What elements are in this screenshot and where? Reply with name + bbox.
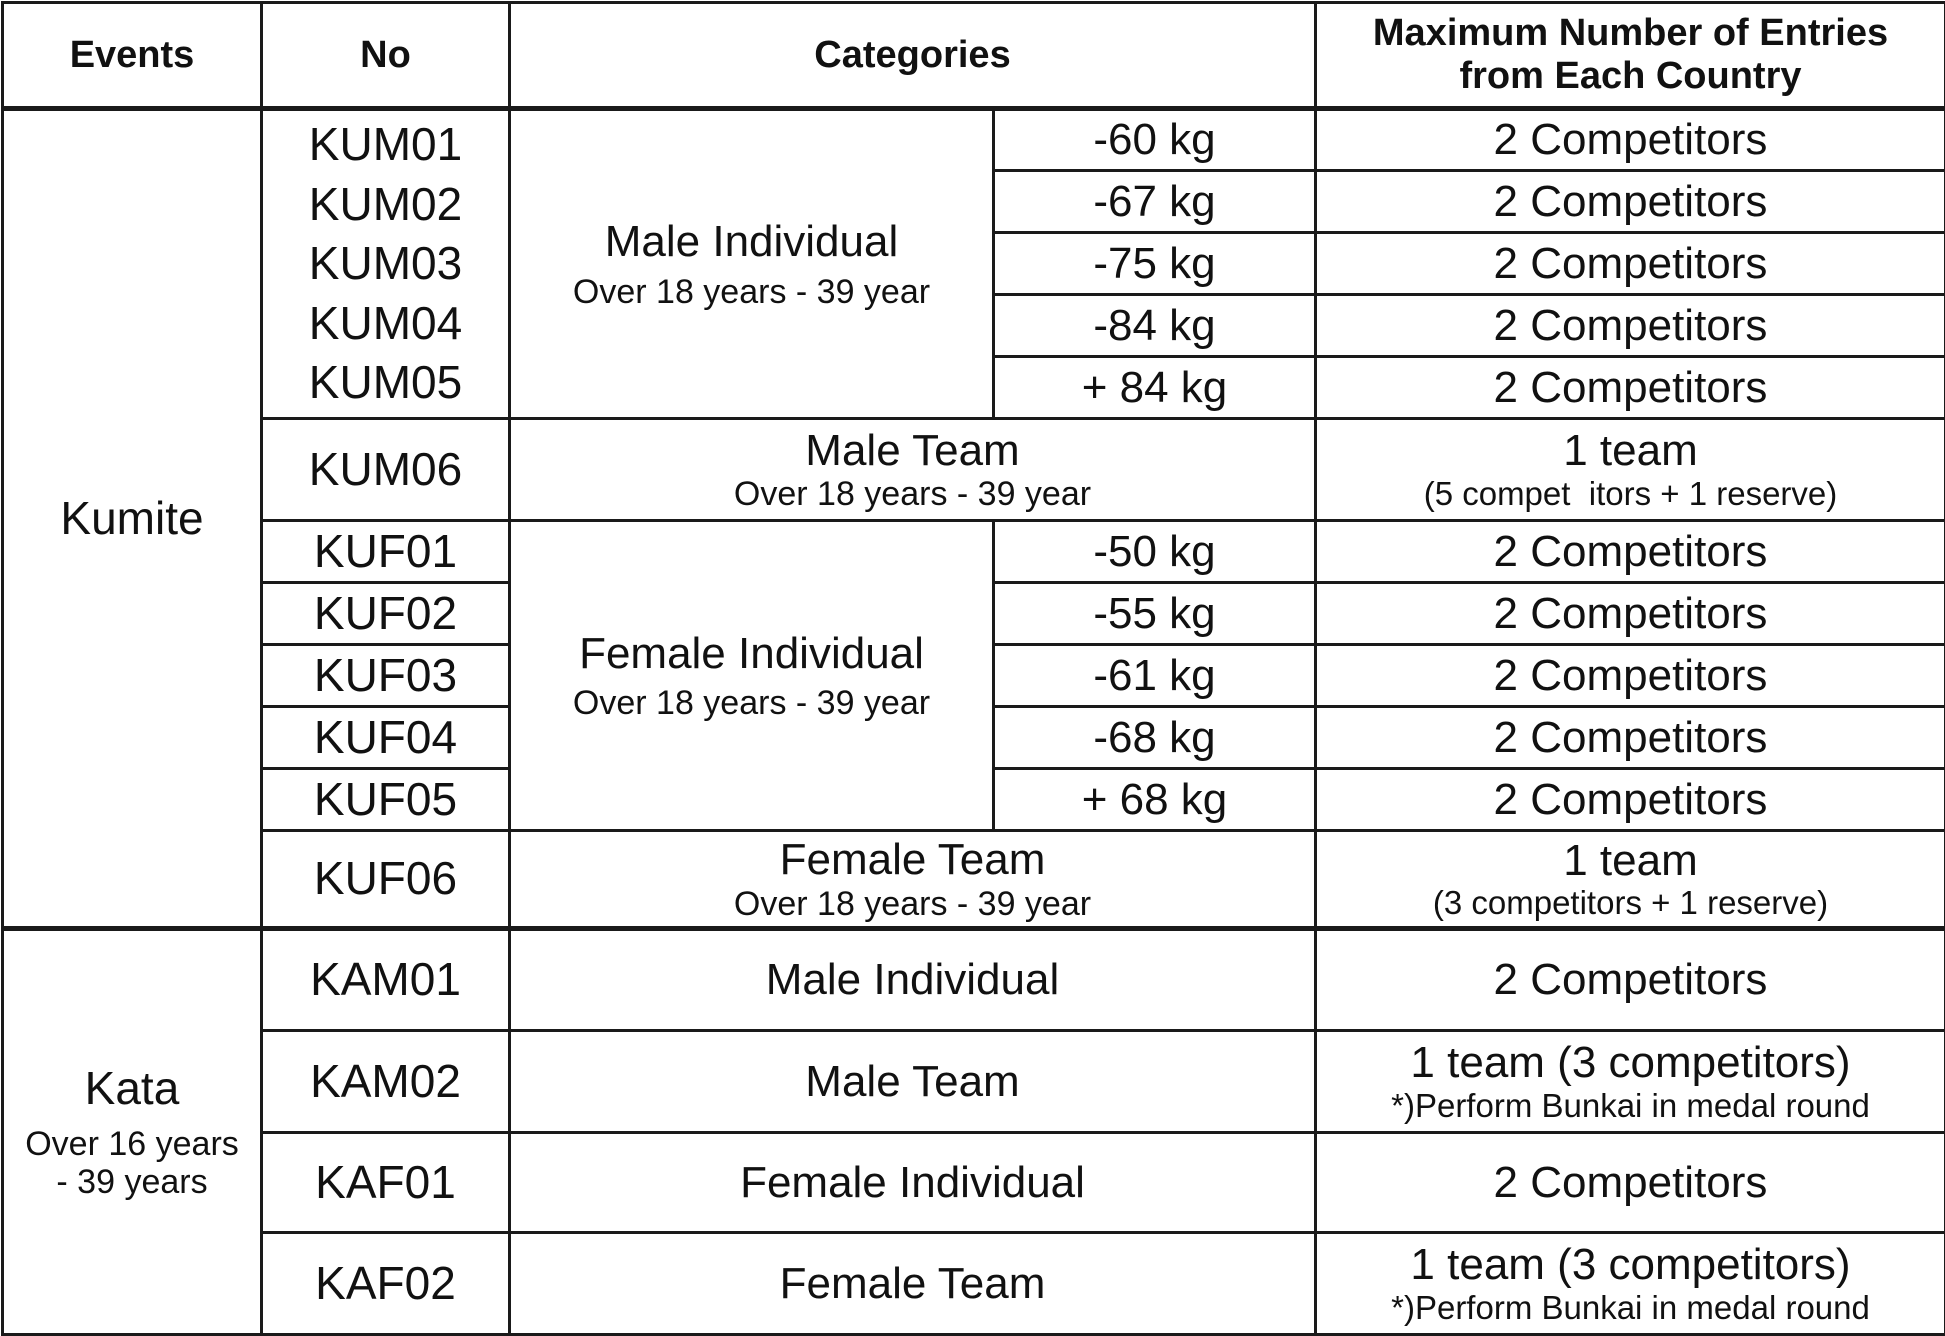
header-max-line2: from Each Country: [1323, 55, 1938, 98]
event-kata-age: [10, 1125, 254, 1201]
entries-cell: 2 Competitors: [1316, 769, 1945, 831]
category-title: Female Individual: [517, 629, 986, 678]
category-male-individual: [510, 109, 994, 419]
header-no: No: [262, 3, 510, 109]
entries-cell: 2 Competitors: [1316, 583, 1945, 645]
entries-cell: [1316, 419, 1945, 521]
code-kam01: KAM01: [262, 929, 510, 1031]
code-kuf06: KUF06: [262, 831, 510, 929]
category-cell: Female Individual: [510, 1133, 1316, 1233]
code-kam02: KAM02: [262, 1031, 510, 1133]
header-row: [3, 3, 1945, 109]
table-row: [3, 109, 1945, 171]
category-female-individual: [510, 521, 994, 831]
code-kaf01: KAF01: [262, 1133, 510, 1233]
category-cell: Male Individual: [510, 929, 1316, 1031]
weight-cell: + 68 kg: [994, 769, 1316, 831]
event-kata-title: Kata: [10, 1063, 254, 1115]
entries-cell: 2 Competitors: [1316, 171, 1945, 233]
entries-cell: 2 Competitors: [1316, 357, 1945, 419]
code-kum05: KUM05: [269, 357, 502, 409]
code-kaf02: KAF02: [262, 1233, 510, 1335]
entries-cell: 2 Competitors: [1316, 1133, 1945, 1233]
table-row: [3, 929, 1945, 1031]
weight-cell: -84 kg: [994, 295, 1316, 357]
category-age: Over 18 years - 39 year: [517, 684, 986, 722]
code-kum06: KUM06: [262, 419, 510, 521]
entries-value: 1 team: [1323, 426, 1938, 475]
entries-value: 1 team: [1323, 836, 1938, 885]
table-row: [3, 1133, 1945, 1233]
entries-cell: 2 Competitors: [1316, 521, 1945, 583]
category-age: Over 18 years - 39 year: [517, 273, 986, 311]
weight-cell: -55 kg: [994, 583, 1316, 645]
category-title: Male Team: [517, 426, 1308, 475]
event-kata: [3, 929, 262, 1335]
category-cell: Male Team: [510, 1031, 1316, 1133]
code-kum03: KUM03: [269, 238, 502, 290]
entries-cell: 2 Competitors: [1316, 109, 1945, 171]
header-categories: Categories: [510, 3, 1316, 109]
weight-cell: -50 kg: [994, 521, 1316, 583]
table-row: [3, 1031, 1945, 1133]
code-kuf02: KUF02: [262, 583, 510, 645]
weight-cell: -67 kg: [994, 171, 1316, 233]
category-age: Over 18 years - 39 year: [517, 885, 1308, 923]
code-kum04: KUM04: [269, 298, 502, 350]
code-kuf05: KUF05: [262, 769, 510, 831]
entries-cell: 2 Competitors: [1316, 645, 1945, 707]
category-title: Female Team: [517, 835, 1308, 884]
table-row: [3, 831, 1945, 929]
table-row: [3, 419, 1945, 521]
header-max-line1: Maximum Number of Entries: [1323, 12, 1938, 55]
table-row: [3, 1233, 1945, 1335]
category-female-team: [510, 831, 1316, 929]
entries-cell: [1316, 831, 1945, 929]
code-kuf04: KUF04: [262, 707, 510, 769]
code-kum01: KUM01: [269, 119, 502, 171]
entries-note: *)Perform Bunkai in medal round: [1323, 1290, 1938, 1327]
entries-cell: 2 Competitors: [1316, 929, 1945, 1031]
header-max-entries: [1316, 3, 1945, 109]
weight-cell: + 84 kg: [994, 357, 1316, 419]
entries-table: [1, 1, 1945, 1336]
entries-cell: 2 Competitors: [1316, 233, 1945, 295]
male-individual-codes: [262, 109, 510, 419]
entries-value: 1 team (3 competitors): [1323, 1240, 1938, 1289]
weight-cell: -61 kg: [994, 645, 1316, 707]
category-age: Over 18 years - 39 year: [517, 475, 1308, 513]
code-kuf03: KUF03: [262, 645, 510, 707]
event-kata-age-line1: Over 16 years: [10, 1125, 254, 1163]
code-kum02: KUM02: [269, 179, 502, 231]
table-row: [3, 521, 1945, 583]
weight-cell: -68 kg: [994, 707, 1316, 769]
entries-value: 1 team (3 competitors): [1323, 1038, 1938, 1087]
code-kuf01: KUF01: [262, 521, 510, 583]
category-male-team: [510, 419, 1316, 521]
entries-note: *)Perform Bunkai in medal round: [1323, 1088, 1938, 1125]
entries-cell: [1316, 1031, 1945, 1133]
event-kumite: Kumite: [3, 109, 262, 929]
entries-cell: 2 Competitors: [1316, 295, 1945, 357]
event-kata-age-line2: - 39 years: [10, 1163, 254, 1201]
weight-cell: -60 kg: [994, 109, 1316, 171]
header-events: Events: [3, 3, 262, 109]
entries-note: (5 compet itors + 1 reserve): [1323, 476, 1938, 513]
weight-cell: -75 kg: [994, 233, 1316, 295]
category-title: Male Individual: [517, 217, 986, 266]
entries-note: (3 competitors + 1 reserve): [1323, 885, 1938, 922]
entries-cell: 2 Competitors: [1316, 707, 1945, 769]
entries-cell: [1316, 1233, 1945, 1335]
category-cell: Female Team: [510, 1233, 1316, 1335]
